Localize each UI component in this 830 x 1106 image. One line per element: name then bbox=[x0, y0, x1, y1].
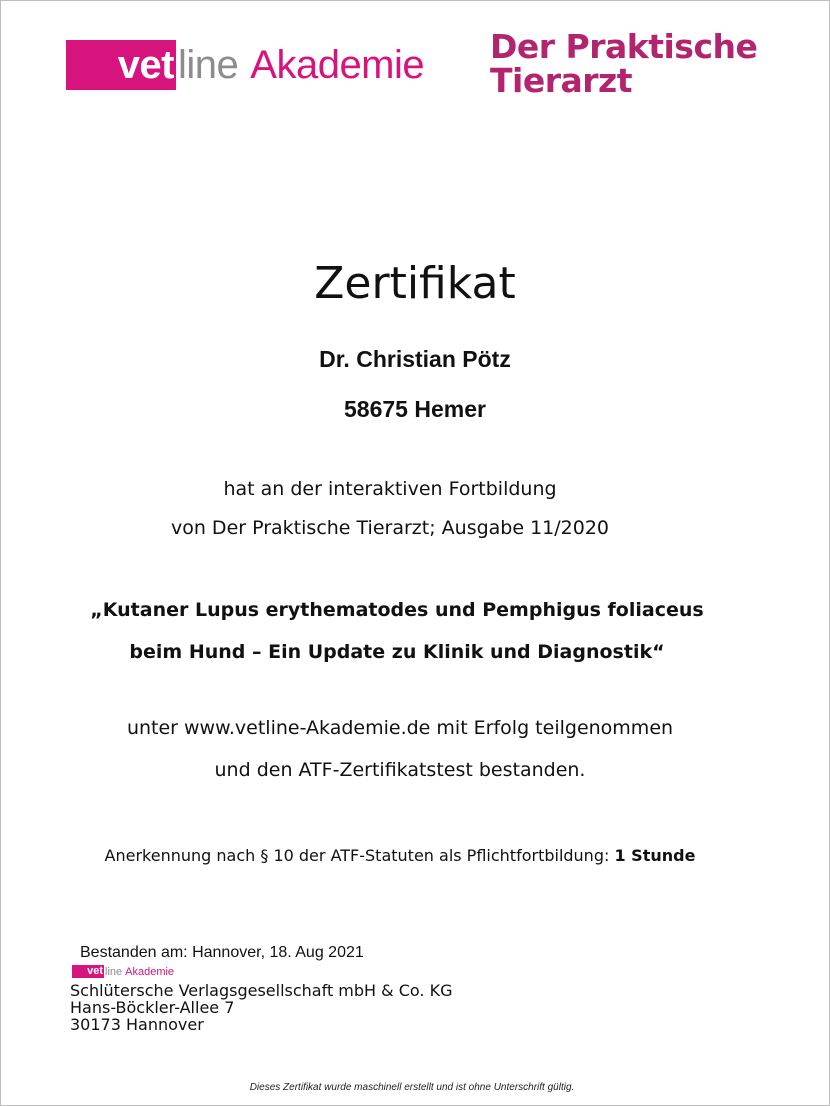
der-praktische-tierarzt-logo bbox=[490, 27, 820, 100]
small-logo-vet-text: vet bbox=[72, 965, 104, 978]
intro-line-2: von Der Praktische Tierarzt; Ausgabe 11/2020 bbox=[170, 517, 610, 539]
dpt-logo-line2: Tierarzt bbox=[490, 61, 633, 100]
recognition-text: Anerkennung nach § 10 der ATF-Statuten als Pflichtfortbildung: bbox=[104, 846, 610, 865]
recipient-name: Dr. Christian Pötz bbox=[319, 346, 511, 372]
recognition-value: 1 Stunde bbox=[614, 846, 696, 865]
result-line-2: und den ATF-Zertifikatstest bestanden. bbox=[214, 759, 586, 781]
certificate-title: Zertifikat bbox=[314, 258, 516, 309]
logo-line-text: line bbox=[178, 42, 239, 87]
logo-akademie-text: Akademie bbox=[250, 42, 425, 87]
address-company: Schlütersche Verlagsgesellschaft mbH & Co. KG bbox=[70, 981, 453, 1000]
result-line-1: unter www.vetline-Akademie.de mit Erfolg teilgenommen bbox=[126, 717, 674, 739]
intro-line-1: hat an der interaktiven Fortbildung bbox=[223, 478, 557, 500]
topic-line-2: beim Hund – Ein Update zu Klinik und Diagnostik“ bbox=[129, 641, 665, 663]
small-logo-line-text: line bbox=[105, 965, 123, 978]
passed-date: Bestanden am: Hannover, 18. Aug 2021 bbox=[80, 944, 364, 961]
validity-note: Dieses Zertifikat wurde maschinell erstellt und ist ohne Unterschrift gültig. bbox=[249, 1082, 575, 1093]
logo-vet-text: vet bbox=[66, 40, 176, 90]
dpt-logo-line1: Der Praktische bbox=[490, 27, 758, 66]
recipient-city: 58675 Hemer bbox=[344, 396, 486, 422]
address-street: Hans-Böckler-Allee 7 bbox=[70, 998, 235, 1017]
topic-line-1: „Kutaner Lupus erythematodes und Pemphigus foliaceus bbox=[90, 599, 704, 621]
small-vetline-logo bbox=[72, 965, 174, 978]
small-logo-akademie-text: Akademie bbox=[125, 965, 175, 978]
recognition-statement bbox=[0, 846, 815, 865]
publisher-address bbox=[70, 982, 452, 1033]
address-city: 30173 Hannover bbox=[70, 1015, 204, 1034]
vetline-akademie-logo bbox=[66, 40, 424, 90]
